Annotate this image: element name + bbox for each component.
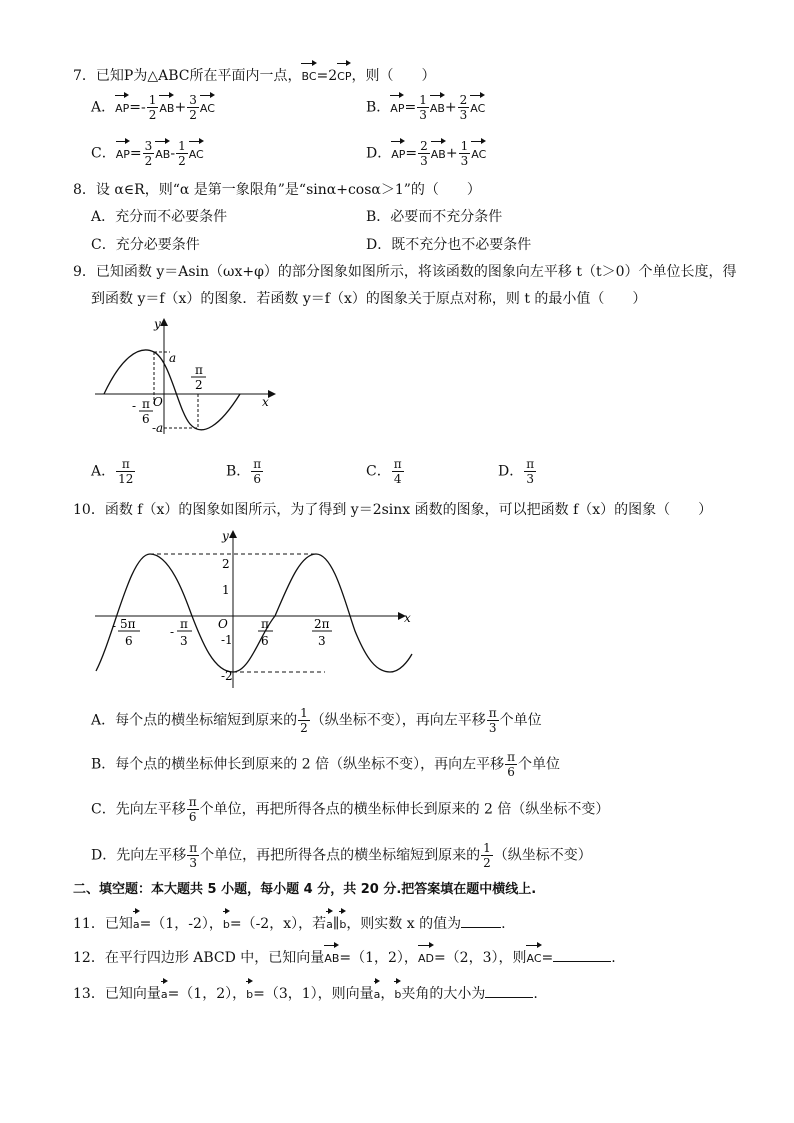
- option-label: C．: [91, 145, 116, 162]
- vector-cp: CP: [337, 62, 351, 87]
- q7-option-d[interactable]: [366, 139, 486, 168]
- a-label: a: [169, 351, 177, 365]
- den: 6: [507, 765, 515, 779]
- den: 3: [460, 154, 469, 168]
- y-label: y: [154, 317, 161, 331]
- q8-option-a[interactable]: A．充分而不必要条件: [91, 209, 228, 225]
- vector: AP: [391, 140, 405, 165]
- q11: [73, 910, 506, 935]
- fraction: [187, 795, 199, 824]
- section-2-heading: 二、填空题：本大题共 5 小题，每小题 4 分，共 20 分.把答案填在题中横线上.: [73, 882, 537, 897]
- q9-option-c[interactable]: [366, 457, 405, 486]
- text: =: [541, 950, 554, 966]
- option-text: A．每个点的横坐标缩短到原来的: [91, 712, 298, 729]
- tick-2pi-3-num: 2π: [314, 617, 330, 631]
- answer-blank[interactable]: [485, 983, 533, 998]
- answer-blank[interactable]: [461, 913, 501, 928]
- den: 4: [393, 472, 402, 486]
- vector: AC: [200, 94, 215, 119]
- num: 1: [178, 139, 186, 153]
- op: =: [404, 99, 417, 116]
- tick-pi-3-den: 3: [180, 634, 188, 648]
- q9-option-a[interactable]: [91, 457, 136, 486]
- num: π: [393, 457, 402, 471]
- op: -: [170, 145, 176, 162]
- num: 1: [148, 93, 157, 107]
- fraction: [176, 139, 188, 168]
- neg-a-label: -a: [152, 421, 164, 435]
- num: π: [188, 795, 197, 809]
- answer-blank[interactable]: [553, 947, 611, 962]
- fraction: [187, 841, 199, 870]
- text: .: [501, 916, 506, 932]
- op: =: [405, 145, 418, 162]
- q8-stem: 8．设 α∈R，则“α 是第一象限角”是“sinα+cosα＞1”的（ ）: [73, 182, 481, 198]
- num: 2: [420, 139, 428, 153]
- q10-sine-graph: [90, 526, 420, 691]
- num: π: [116, 457, 135, 472]
- q7-cond-mid: =2: [316, 68, 338, 84]
- option-text: 个单位，再把所得各点的横坐标缩短到原来的: [200, 847, 481, 864]
- q10-option-b[interactable]: [91, 750, 560, 779]
- den: 3: [420, 154, 428, 168]
- vector: AP: [116, 140, 130, 165]
- option-text: 个单位: [499, 712, 542, 729]
- vector: AP: [115, 94, 129, 119]
- num: 3: [144, 139, 153, 153]
- op: +: [444, 99, 457, 116]
- q9-option-d[interactable]: [498, 457, 537, 486]
- fraction: [392, 457, 404, 486]
- vector-a: a: [326, 910, 333, 935]
- den: 6: [188, 810, 197, 824]
- q9-stem-line2: 到函数 y＝f（x）的图象．若函数 y＝f（x）的图象关于原点对称，则 t 的最小值（ ）: [91, 291, 647, 307]
- vector: AP: [390, 94, 404, 119]
- vector-b: b: [339, 910, 346, 935]
- op: =: [129, 145, 142, 162]
- text: 11．已知: [73, 916, 133, 932]
- den: 2: [148, 108, 157, 122]
- q10-stem: 10．函数 f（x）的图象如图所示，为了得到 y＝2sinx 函数的图象，可以把函数 f（x）的图象（ ）: [73, 502, 713, 518]
- text: =（3，1），则向量: [253, 986, 374, 1002]
- option-label: A．: [91, 99, 116, 116]
- vector: AB: [430, 94, 445, 119]
- text: =（2，3），则: [433, 950, 527, 966]
- text: =（1，-2），: [139, 916, 223, 932]
- option-label: B．: [226, 463, 251, 480]
- vector-a: a: [374, 980, 381, 1005]
- vector-ad: AD: [418, 944, 434, 969]
- text: .: [611, 950, 616, 966]
- text: ，则实数 x 的值为: [346, 916, 462, 932]
- den: 3: [189, 856, 197, 870]
- vector: AB: [155, 140, 170, 165]
- num: 3: [189, 93, 197, 107]
- option-text: D．先向左平移: [91, 847, 187, 864]
- tick-pi-6-num: π: [261, 617, 269, 631]
- den: 3: [459, 108, 468, 122]
- den: 6: [253, 472, 262, 486]
- neg-pi-over-6-num: π: [142, 397, 150, 411]
- num: 1: [300, 706, 308, 720]
- option-text: C．先向左平移: [91, 801, 186, 818]
- num: π: [507, 750, 515, 764]
- vector-ab: AB: [324, 944, 339, 969]
- den: 12: [118, 472, 134, 486]
- pi-over-2-num: π: [195, 363, 203, 377]
- fraction: [298, 706, 310, 735]
- neg-pi-over-6-minus: -: [132, 399, 137, 413]
- num: π: [488, 706, 497, 720]
- fraction: [459, 139, 471, 168]
- fraction: [524, 457, 536, 486]
- vector-b: b: [246, 980, 253, 1005]
- fraction: [458, 93, 470, 122]
- neg-pi-over-6-den: 6: [142, 412, 150, 426]
- vector-b: b: [223, 910, 230, 935]
- text: 夹角的大小为: [401, 986, 486, 1002]
- option-text: B．每个点的横坐标伸长到原来的 2 倍（纵坐标不变），再向左平移: [91, 756, 505, 773]
- vector: AC: [470, 94, 485, 119]
- fraction: [505, 750, 517, 779]
- q10-option-c[interactable]: [91, 795, 609, 824]
- text: =（1，2），: [339, 950, 418, 966]
- num: 1: [419, 93, 427, 107]
- op: +: [445, 145, 458, 162]
- parallel-symbol: ∥: [332, 916, 340, 932]
- num: π: [526, 457, 535, 471]
- den: 3: [526, 472, 534, 486]
- fraction: [116, 457, 135, 486]
- q7-option-b[interactable]: [366, 93, 485, 122]
- vector-b: b: [394, 980, 401, 1005]
- text: .: [533, 986, 538, 1002]
- option-label: D．: [366, 145, 392, 162]
- op: =-: [129, 99, 146, 116]
- text: 12．在平行四边形 ABCD 中，已知向量: [73, 950, 325, 966]
- y-axis-arrow: [160, 318, 168, 326]
- q13: [73, 980, 538, 1005]
- tick-5pi-6-den: 6: [125, 634, 133, 648]
- tick-neg2: -2: [221, 669, 233, 683]
- option-text: 个单位: [518, 756, 560, 773]
- den: 2: [483, 856, 491, 870]
- tick-2pi-3-den: 3: [318, 634, 326, 648]
- sine-curve: [96, 554, 412, 672]
- vector: AB: [431, 140, 446, 165]
- q7-cond-end: ，则（ ）: [351, 68, 436, 84]
- tick-pi-3-num: π: [180, 617, 188, 631]
- fraction: [147, 93, 159, 122]
- origin-label: O: [153, 395, 163, 409]
- q9-stem-line1: 9．已知函数 y＝Asin（ωx+φ）的部分图象如图所示，将该函数的图象向左平移 t（t＞0）个单位长度，得: [73, 264, 737, 280]
- vector-bc: BC: [301, 62, 316, 87]
- den: 2: [189, 108, 197, 122]
- q10-option-a[interactable]: [91, 706, 542, 735]
- fraction: [143, 139, 155, 168]
- vector-a: a: [133, 910, 140, 935]
- num: 2: [459, 93, 468, 107]
- text: =（1，2），: [167, 986, 247, 1002]
- fraction: [481, 841, 493, 870]
- option-text: （纵坐标不变），再向左平移: [310, 712, 486, 729]
- x-axis-arrow: [268, 390, 276, 398]
- text: ，: [380, 986, 395, 1002]
- tick-neg1: -1: [221, 633, 233, 647]
- tick-neg-5pi-6-minus: -: [112, 619, 117, 633]
- fraction: [251, 457, 263, 486]
- den: 2: [300, 721, 308, 735]
- option-label: A．: [91, 463, 116, 480]
- vector: AC: [471, 140, 486, 165]
- vector: AC: [189, 140, 204, 165]
- num: 1: [483, 841, 491, 855]
- fraction: [487, 706, 499, 735]
- pi-over-2-den: 2: [195, 378, 203, 392]
- x-label: x: [262, 395, 269, 409]
- option-label: C．: [366, 463, 391, 480]
- option-text: 个单位，再把所得各点的横坐标伸长到原来的 2 倍（纵坐标不变）: [199, 801, 610, 818]
- q12: [73, 944, 616, 969]
- tick-neg-pi-3-minus: -: [170, 625, 175, 639]
- option-label: B．: [366, 99, 391, 116]
- q8-option-c[interactable]: C．充分必要条件: [91, 237, 200, 253]
- tick-5pi-6-num: 5π: [120, 617, 136, 631]
- tick-1: 1: [222, 583, 230, 597]
- q7-option-c[interactable]: [91, 139, 204, 168]
- den: 3: [419, 108, 427, 122]
- q8-option-b[interactable]: B．必要而不充分条件: [366, 209, 503, 225]
- option-label: D．: [498, 463, 524, 480]
- y-label: y: [222, 529, 229, 543]
- x-label: x: [404, 611, 411, 625]
- vector-a: a: [161, 980, 168, 1005]
- q7-stem: [73, 62, 435, 87]
- fraction: [187, 93, 199, 122]
- vector-ac: AC: [526, 944, 541, 969]
- tick-pi-6-den: 6: [261, 634, 269, 648]
- den: 2: [178, 154, 186, 168]
- origin-label: O: [218, 617, 228, 631]
- den: 3: [488, 721, 497, 735]
- fraction: [418, 139, 430, 168]
- q8-option-d[interactable]: D．既不充分也不必要条件: [366, 237, 532, 253]
- q9-option-b[interactable]: [226, 457, 264, 486]
- option-text: （纵坐标不变）: [493, 847, 592, 864]
- den: 2: [144, 154, 153, 168]
- num: π: [253, 457, 262, 471]
- q10-option-d[interactable]: [91, 841, 592, 870]
- num: 1: [460, 139, 469, 153]
- fraction: [417, 93, 429, 122]
- text: 13．已知向量: [73, 986, 161, 1002]
- q7-stem-text: 7．已知P为△ABC所在平面内一点，: [73, 68, 302, 84]
- op: +: [174, 99, 187, 116]
- q7-option-a[interactable]: [91, 93, 215, 122]
- tick-2: 2: [222, 557, 230, 571]
- y-axis-arrow: [229, 530, 237, 538]
- text: =（-2，x），若: [229, 916, 327, 932]
- q9-sine-graph: [90, 314, 280, 439]
- vector: AB: [159, 94, 174, 119]
- num: π: [189, 841, 198, 855]
